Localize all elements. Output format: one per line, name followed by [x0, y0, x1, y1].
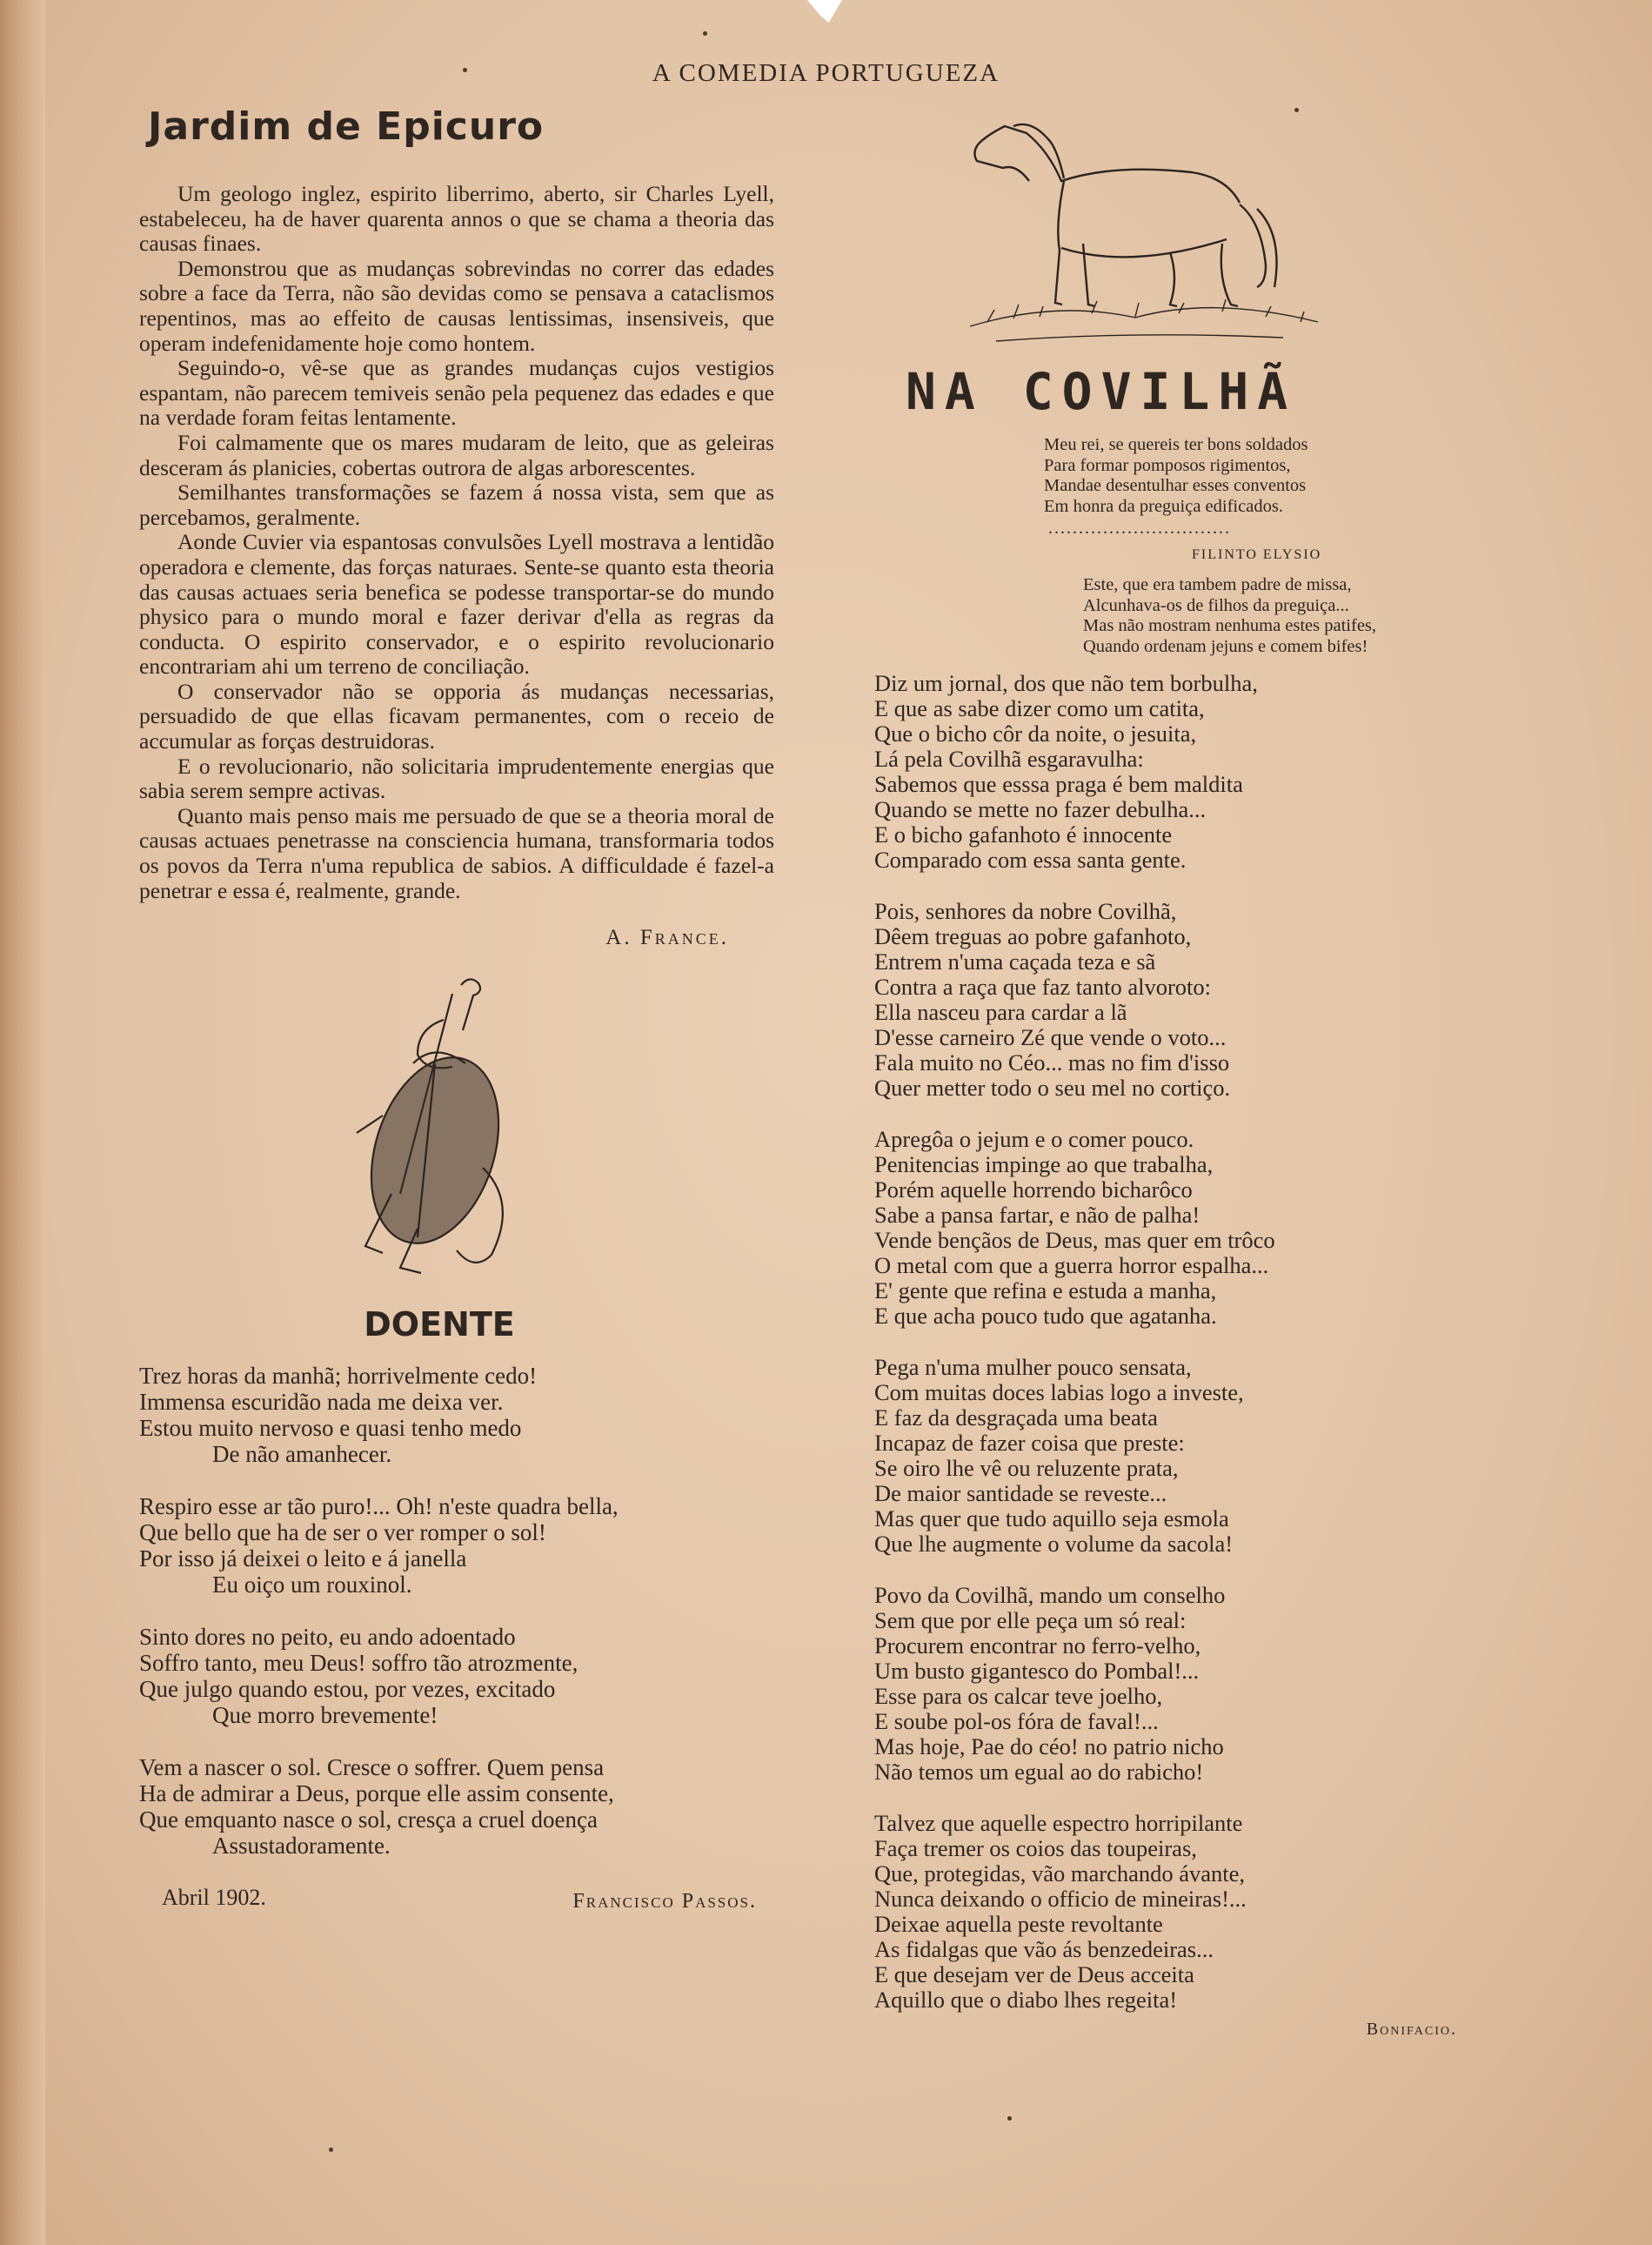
poem-line: Mas hoje, Pae do céo! no patrio nicho [874, 1733, 1224, 1759]
doente-stanza [139, 1624, 774, 1728]
poem-line: Esse para os calcar teve joelho, [874, 1683, 1163, 1709]
jardim-paragraph: O conservador não se opporia ás mudanças necessarias, persuadido de que ellas ficavam permanentes, com o receio de accumular as forças destruidoras. [139, 678, 774, 754]
poem-line: E soube pol-os fóra de faval!... [874, 1708, 1159, 1734]
poem-line: Que bello que ha de ser o ver romper o sol! [139, 1519, 546, 1546]
poem-line: Pega n'uma mulher pouco sensata, [874, 1354, 1192, 1380]
jardim-paragraph: Foi calmamente que os mares mudaram de leito, que as geleiras desceram ás planicies, cobertas outrora de algas arborescentes. [139, 429, 774, 480]
jardim-paragraph: Quanto mais penso mais me persuado de que se a theoria moral de causas actuaes penetrasse na consciencia humana, transformaria todos os povos da Terra n'uma republica de sabios. A difficuldade é fazel-a penetrar e essa é, realmente, grande. [139, 802, 774, 903]
epigraph-line: Quando ordenam jejuns e comem bifes! [1083, 636, 1368, 656]
doente-date: Abril 1902. [162, 1885, 266, 1911]
jardim-paragraph: Um geologo inglez, espirito liberrimo, aberto, sir Charles Lyell, estabeleceu, ha de haver quarenta annos o que se chama a theoria das causas finaes. [139, 181, 774, 257]
covilha-author: Bonifacio. [1366, 2020, 1457, 2039]
poem-line: Porém aquelle horrendo bicharôco [874, 1176, 1193, 1203]
epigraph-line: Mandae desentulhar esses conventos [1044, 476, 1307, 495]
covilha-title: NA COVILHÃ [906, 362, 1297, 421]
jardim-paragraph: Semilhantes transformações se fazem á nossa vista, sem que as percebamos, geralmente. [139, 479, 774, 530]
poem-line: Estou muito nervoso e quasi tenho medo [139, 1415, 522, 1442]
doente-stanza [139, 1363, 774, 1467]
epigraph-line: Meu rei, se quereis ter bons soldados [1044, 435, 1308, 454]
covilha-poem [874, 671, 1483, 2013]
poem-line: Respiro esse ar tão puro!... Oh! n'este quadra bella, [139, 1493, 619, 1520]
poem-line: Deixae aquella peste revoltante [874, 1911, 1163, 1937]
poem-line: Um busto gigantesco do Pombal!... [874, 1658, 1200, 1684]
poem-line: Mas quer que tudo aquillo seja esmola [874, 1505, 1229, 1531]
jardim-paragraph: Demonstrou que as mudanças sobrevindas no correr das edades sobre a face da Terra, não são devidas como se pensava a cataclismos repentinos, mas ao effeito de causas lentissimas, insensiveis, que operam indefenidamente hoje como hontem. [139, 255, 774, 356]
poem-line: Diz um jornal, dos que não tem borbulha, [874, 670, 1258, 696]
covilha-stanza [874, 1127, 1483, 1329]
poem-line: Ella nasceu para cardar a lã [874, 999, 1127, 1025]
paper-tear [807, 0, 842, 23]
doente-author: Francisco Passos. [572, 1890, 757, 1913]
jardim-signature: A. France. [605, 926, 729, 950]
poem-line: Dêem treguas ao pobre gafanhoto, [874, 923, 1192, 949]
poem-line: Sabemos que esssa praga é bem maldita [874, 771, 1243, 797]
epigraph-line: Alcunhava-os de filhos da preguiça... [1083, 595, 1349, 615]
poem-line: Ha de admirar a Deus, porque elle assim consente, [139, 1780, 614, 1807]
epigraph-line: Mas não mostram nenhuma estes patifes, [1083, 616, 1377, 635]
jardim-paragraph: Seguindo-o, vê-se que as grandes mudanças cujos vestigios espantam, não parecem temiveis senão pela pequenez das edades e que na verdade foram feitas lentamente. [139, 355, 774, 431]
poem-line: Que lhe augmente o volume da sacola! [874, 1531, 1234, 1557]
poem-line: Que julgo quando estou, por vezes, excitado [139, 1676, 556, 1703]
running-head: A COMEDIA PORTUGUEZA [652, 59, 1000, 87]
epigraph-line: Para formar pomposos rigimentos, [1044, 455, 1291, 475]
doente-poem [139, 1363, 774, 1859]
poem-line: Vem a nascer o sol. Cresce o soffrer. Quem pensa [139, 1754, 605, 1781]
poem-line: E que as sabe dizer como um catita, [874, 695, 1205, 721]
beetle-icon [331, 968, 539, 1281]
epigraph-author: FILINTO ELYSIO [1192, 547, 1322, 562]
page-spine-shadow [0, 0, 45, 2245]
poem-line: Pois, senhores da nobre Covilhã, [874, 898, 1177, 924]
poem-line: E faz da desgraçada uma beata [874, 1404, 1158, 1431]
poem-line: Immensa escuridão nada me deixa ver. [139, 1389, 504, 1416]
covilha-stanza [874, 899, 1483, 1101]
poem-line: As fidalgas que vão ás benzedeiras... [874, 1936, 1214, 1962]
doente-footer [139, 1885, 774, 1920]
poem-line: Não temos um egual ao do rabicho! [874, 1759, 1204, 1785]
poem-line: Quando se mette no fazer debulha... [874, 796, 1207, 822]
poem-line: O metal com que a guerra horror espalha... [874, 1252, 1269, 1278]
poem-line: De não amanhecer. [212, 1441, 392, 1468]
covilha-stanza [874, 671, 1483, 873]
covilha-epigraph-2 [1083, 575, 1483, 657]
poem-line: Comparado com essa santa gente. [874, 847, 1187, 873]
jardim-paragraph: E o revolucionario, não solicitaria imprudentemente energias que sabia serem sempre activas. [139, 753, 774, 804]
jardim-paragraph: Aonde Cuvier via espantosas convulsões Lyell mostrava a lentidão operadora e clemente, das forças naturaes. Sente-se quanto esta theoria das causas actuaes seria benefica se podesse transportar-se do mundo physico para o mundo moral e fazer derivar d'ella as regras da conducta. O espirito conservador, e o espirito revolucionario encontrariam ahi um terreno de conciliação. [139, 529, 774, 680]
epigraph-line: Em honra da preguiça edificados. [1044, 496, 1283, 516]
poem-line: Procurem encontrar no ferro-velho, [874, 1632, 1201, 1659]
poem-line: Que emquanto nasce o sol, cresça a cruel doença [139, 1806, 599, 1833]
covilha-stanza [874, 1355, 1483, 1557]
poem-line: D'esse carneiro Zé que vende o voto... [874, 1024, 1227, 1050]
poem-line: Penitencias impinge ao que trabalha, [874, 1151, 1214, 1177]
poem-line: Trez horas da manhã; horrivelmente cedo! [139, 1363, 538, 1390]
poem-line: E' gente que refina e estuda a manha, [874, 1277, 1217, 1303]
poem-line: Que o bicho côr da noite, o jesuita, [874, 720, 1197, 747]
beetle-illustration [331, 968, 539, 1281]
poem-line: E o bicho gafanhoto é innocente [874, 821, 1173, 848]
doente-title: DOENTE [364, 1305, 515, 1344]
poem-line: Quer metter todo o seu mel no cortiço. [874, 1075, 1231, 1101]
poem-line: Com muitas doces labias logo a investe, [874, 1379, 1244, 1405]
poem-line: E que acha pouco tudo que agatanha. [874, 1303, 1217, 1329]
covilha-epigraph-1 [1044, 435, 1483, 517]
poem-line: Nunca deixando o officio de mineiras!... [874, 1886, 1247, 1912]
poem-line: Que, protegidas, vão marchando ávante, [874, 1860, 1246, 1886]
horse-icon [961, 104, 1327, 365]
right-column [874, 104, 1483, 2040]
poem-line: Soffro tanto, meu Deus! soffro tão atrozmente, [139, 1650, 579, 1677]
poem-line: Aquillo que o diabo lhes regeita! [874, 1987, 1178, 2013]
left-column [139, 104, 774, 1920]
poem-line: Sem que por elle peça um só real: [874, 1607, 1187, 1633]
poem-line: Povo da Covilhã, mando um conselho [874, 1582, 1226, 1608]
poem-line: Fala muito no Céo... mas no fim d'isso [874, 1049, 1230, 1076]
epigraph-dotted-rule: .............................. [1048, 519, 1231, 538]
poem-line: Sinto dores no peito, eu ando adoentado [139, 1624, 516, 1651]
poem-line: Assustadoramente. [212, 1833, 391, 1860]
doente-stanza [139, 1754, 774, 1859]
poem-line: Por isso já deixei o leito e á janella [139, 1545, 467, 1572]
poem-line: Incapaz de fazer coisa que preste: [874, 1430, 1185, 1456]
doente-stanza [139, 1493, 774, 1598]
poem-line: Se oiro lhe vê ou reluzente prata, [874, 1455, 1179, 1481]
covilha-stanza [874, 1583, 1483, 1785]
poem-line: E que desejam ver de Deus acceita [874, 1961, 1194, 1987]
poem-line: Talvez que aquelle espectro horripilante [874, 1810, 1243, 1836]
horse-illustration [961, 104, 1327, 365]
poem-line: Sabe a pansa fartar, e não de palha! [874, 1202, 1201, 1228]
poem-line: Lá pela Covilhã esgaravulha: [874, 746, 1144, 772]
poem-line: De maior santidade se reveste... [874, 1480, 1167, 1506]
epigraph-line: Este, que era tambem padre de missa, [1083, 575, 1352, 594]
poem-line: Contra a raça que faz tanto alvoroto: [874, 974, 1212, 1000]
poem-line: Apregôa o jejum e o comer pouco. [874, 1126, 1194, 1152]
jardim-title: Jardim de Epicuro [148, 104, 545, 149]
poem-line: Vende bençãos de Deus, mas quer em trôco [874, 1227, 1275, 1253]
poem-line: Que morro brevemente! [212, 1702, 438, 1729]
poem-line: Entrem n'uma caçada teza e sã [874, 948, 1156, 975]
covilha-stanza [874, 1811, 1483, 2013]
jardim-text [139, 182, 774, 903]
poem-line: Eu oiço um rouxinol. [212, 1572, 412, 1598]
poem-line: Faça tremer os coios das toupeiras, [874, 1835, 1197, 1861]
